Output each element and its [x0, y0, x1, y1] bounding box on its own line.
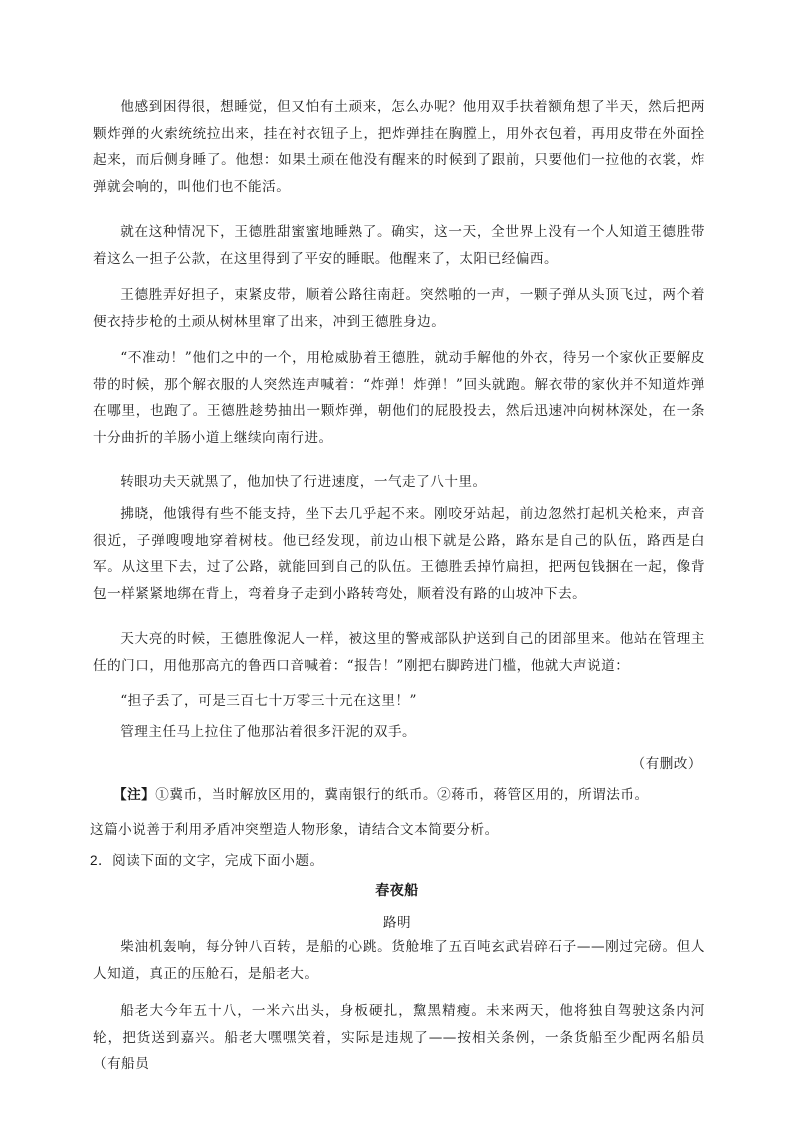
- article-author: 路明: [382, 915, 412, 931]
- question-text: 这篇小说善于利用矛盾冲突塑造人物形象，请结合文本简要分析。: [90, 822, 499, 837]
- annotation: [113, 782, 713, 809]
- story-paragraph: 他感到困得很，想睡觉，但又怕有土顽来，怎么办呢？他用双手扶着额角想了半天，然后把两颗炸弹的火索统统拉出来，挂在衬衣钮子上，把炸弹挂在胸膛上，用外衣包着，再用皮带在外面拴起来，而后侧身睡了。他想：如果土顽在他没有醒来的时候到了跟前，只要他们一拉他的衣裳，炸弹就会响的，叫他们也不能活。: [93, 99, 705, 195]
- story-paragraph: 王德胜弄好担子，束紧皮带，顺着公路往南赶。突然啪的一声，一颗子弹从头顶飞过，两个着便衣持步枪的土顽从树林里窜了出来，冲到王德胜身边。: [93, 287, 705, 330]
- annotation-tag: 【注】: [113, 787, 156, 803]
- story-paragraph: 转眼功夫天就黑了，他加快了行进速度，一气走了八十里。: [120, 474, 487, 490]
- story-paragraph: 天大亮的时候，王德胜像泥人一样，被这里的警戒部队护送到自己的团部里来。他站在管理主任的门口，用他那高亢的鲁西口音喊着：“报告！”刚把右脚跨进门槛，他就大声说道：: [93, 631, 705, 674]
- story-paragraph: “担子丢了，可是三百七十万零三十元在这里！”: [120, 693, 417, 709]
- section-heading: 2．阅读下面的文字，完成下面小题。: [90, 853, 324, 868]
- article-title: 春夜船: [375, 883, 419, 899]
- story-paragraph: 拂晓，他饿得有些不能支持，坐下去几乎起不来。刚咬牙站起，前边忽然打起机关枪来，声音很近，子弹嗖嗖地穿着树枝。他已经发现，前边山根下就是公路，路东是自己的队伍，路西是白军。从这里下去，过了公路，就能回到自己的队伍。王德胜丢掉竹扁担，把两包钱捆在一起，像背包一样紧紧地绑在背上，弯着身子走到小路转弯处，顺着没有路的山坡冲下去。: [93, 506, 705, 602]
- article-paragraph: 船老大今年五十八，一米六出头，身板硬扎，黧黑精瘦。未来两天，他将独自驾驶这条内河轮，把货送到嘉兴。船老大嘿嘿笑着，实际是违规了——按相关条例，一条货船至少配两名船员（有船员: [93, 1003, 705, 1072]
- source-note: （有删改）: [631, 756, 702, 772]
- story-paragraph: 管理主任马上拉住了他那沾着很多汗泥的双手。: [120, 724, 417, 740]
- article-paragraph: 柴油机轰响，每分钟八百转，是船的心跳。货舱堆了五百吨玄武岩碎石子——刚过完磅。但人人知道，真正的压舱石，是船老大。: [93, 939, 705, 982]
- story-paragraph: “不准动！”他们之中的一个，用枪威胁着王德胜，就动手解他的外衣，待另一个家伙正要解皮带的时候，那个解衣服的人突然连声喊着：“炸弹！炸弹！”回头就跑。解衣带的家伙并不知道炸弹在哪里，也跑了。王德胜趁势抽出一颗炸弹，朝他们的屁股投去，然后迅速冲向树林深处，在一条十分曲折的羊肠小道上继续向南行进。: [93, 350, 705, 446]
- story-paragraph: 就在这种情况下，王德胜甜蜜蜜地睡熟了。确实，这一天，全世界上没有一个人知道王德胜带着这么一担子公款，在这里得到了平安的睡眠。他醒来了，太阳已经偏西。: [93, 224, 705, 267]
- annotation-text: ①冀币，当时解放区用的，冀南银行的纸币。②蒋币，蒋管区用的，所谓法币。: [155, 787, 649, 803]
